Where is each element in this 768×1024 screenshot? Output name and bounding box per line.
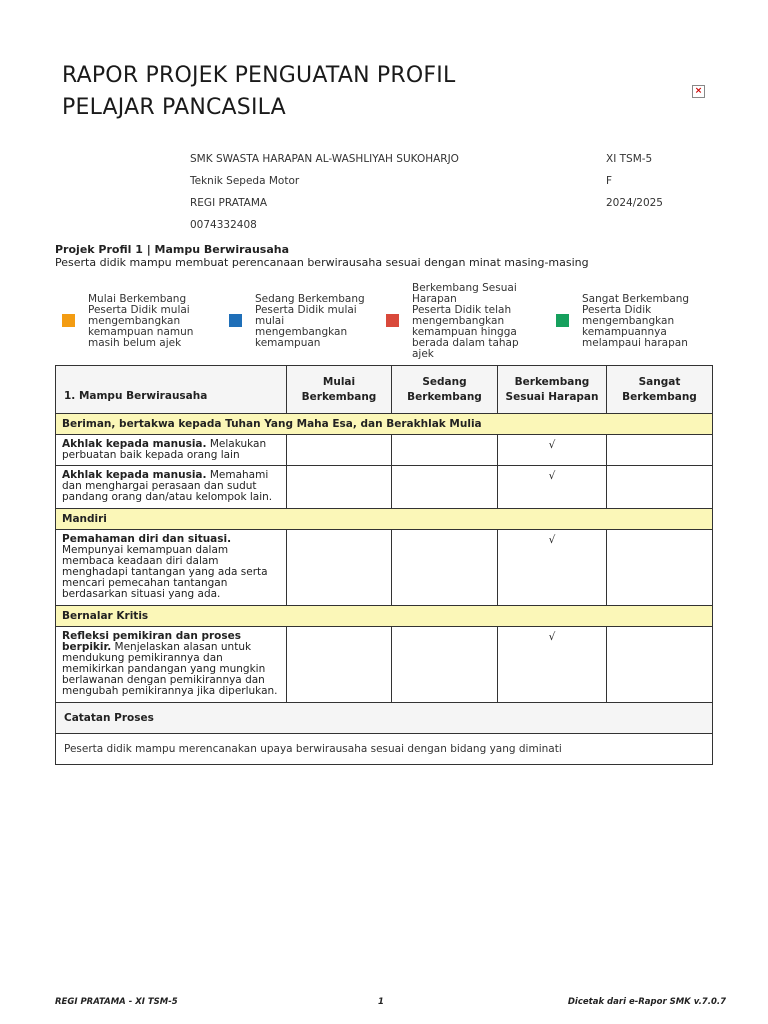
- broken-image-icon: ×: [692, 85, 705, 98]
- level-cell-3: [498, 466, 607, 509]
- assessment-table: [55, 365, 713, 765]
- level-cell-3: [498, 627, 607, 703]
- report-title-line1: RAPOR PROJEK PENGUATAN PROFIL: [62, 63, 456, 88]
- legend-swatch-sangat: [556, 314, 569, 327]
- dimension-name: Bernalar Kritis: [56, 606, 713, 627]
- legend-item-bsh: [412, 283, 530, 360]
- level-cell-4: [607, 530, 713, 606]
- element-row: [56, 435, 713, 466]
- legend-item-sedang: [255, 294, 373, 349]
- legend-swatch-sedang: [229, 314, 242, 327]
- legend-swatch-mulai: [62, 314, 75, 327]
- element-row: [56, 530, 713, 606]
- tahun-value: 2024/2025: [606, 197, 663, 209]
- element-row: [56, 466, 713, 509]
- header-sedang-berkembang: Sedang Berkembang: [392, 366, 498, 414]
- report-title: [62, 60, 582, 124]
- check-mark-icon: √: [548, 534, 556, 546]
- element-description: [56, 530, 287, 606]
- element-title: Akhlak kepada manusia.: [62, 469, 207, 481]
- level-cell-2: [392, 435, 498, 466]
- level-cell-1: [287, 627, 392, 703]
- level-cell-1: [287, 530, 392, 606]
- element-title: Pemahaman diri dan situasi.: [62, 533, 232, 545]
- fase-value: F: [606, 175, 613, 187]
- level-cell-1: [287, 466, 392, 509]
- dimension-row: [56, 509, 713, 530]
- project-description: Peserta didik mampu membuat perencanaan berwirausaha sesuai dengan minat masing-masing: [55, 256, 589, 269]
- project-title: Projek Profil 1 | Mampu Berwirausaha: [55, 243, 290, 256]
- table-header-row: [56, 366, 713, 414]
- element-title: Refleksi pemikiran dan proses berpikir.: [62, 630, 242, 653]
- footer-printed-by: Dicetak dari e-Rapor SMK v.7.0.7: [567, 997, 726, 1007]
- element-text: Memahami dan menghargai perasaan dan sudut pandang orang dan/atau kelompok lain.: [62, 469, 273, 503]
- notes-label: Catatan Proses: [56, 703, 713, 734]
- level-cell-1: [287, 435, 392, 466]
- nama-peserta-value: REGI PRATAMA: [190, 197, 268, 209]
- element-title: Akhlak kepada manusia.: [62, 438, 207, 450]
- element-description: [56, 627, 287, 703]
- legend-desc: Peserta Didik mengembangkan kemampuannya melampaui harapan: [582, 304, 688, 349]
- notes-body-row: [56, 734, 713, 765]
- table-body: [56, 414, 713, 703]
- legend-title: Sangat Berkembang: [582, 293, 690, 305]
- legend-desc: Peserta Didik mulai mulai mengembangkan kemampuan: [255, 304, 357, 349]
- kelas-value: XI TSM-5: [606, 153, 653, 165]
- check-mark-icon: √: [548, 439, 556, 451]
- dimension-row: [56, 414, 713, 435]
- nama-sekolah-value: SMK SWASTA HARAPAN AL-WASHLIYAH SUKOHARJO: [190, 153, 459, 165]
- notes-text: Peserta didik mampu merencanakan upaya berwirausaha sesuai dengan bidang yang diminati: [56, 734, 713, 765]
- notes-header-row: [56, 703, 713, 734]
- check-mark-icon: √: [548, 470, 556, 482]
- footer-page-number: 1: [378, 997, 384, 1007]
- level-cell-4: [607, 435, 713, 466]
- level-cell-4: [607, 627, 713, 703]
- dimension-name: Beriman, bertakwa kepada Tuhan Yang Maha Esa, dan Berakhlak Mulia: [56, 414, 713, 435]
- header-mampu-berwirausaha: 1. Mampu Berwirausaha: [56, 366, 287, 414]
- legend-title: Sedang Berkembang: [255, 293, 365, 305]
- dimension-name: Mandiri: [56, 509, 713, 530]
- header-mulai-berkembang: Mulai Berkembang: [287, 366, 392, 414]
- element-description: [56, 435, 287, 466]
- element-text: Melakukan perbuatan baik kepada orang lain: [62, 438, 267, 461]
- element-text: Mempunyai kemampuan dalam membaca keadaan diri dalam menghadapi tantangan yang ada serta mencari pemecahan tantangan berdasarkan situasi yang ada.: [62, 544, 268, 600]
- report-title-line2: PELAJAR PANCASILA: [62, 95, 286, 120]
- legend-desc: Peserta Didik mulai mengembangkan kemampuan namun masih belum ajek: [88, 304, 194, 349]
- level-cell-2: [392, 627, 498, 703]
- level-cell-3: [498, 435, 607, 466]
- program-value: Teknik Sepeda Motor: [190, 175, 300, 187]
- level-cell-4: [607, 466, 713, 509]
- level-cell-2: [392, 466, 498, 509]
- dimension-row: [56, 606, 713, 627]
- header-berkembang-sesuai-harapan: Berkembang Sesuai Harapan: [498, 366, 607, 414]
- element-text: Menjelaskan alasan untuk mendukung pemikirannya dan memikirkan pandangan yang mungkin berlawanan dengan pemikirannya dan mengubah pemikirannya jika diperlukan.: [62, 641, 278, 697]
- legend-desc: Peserta Didik telah mengembangkan kemampuan hingga berada dalam tahap ajek: [412, 304, 519, 360]
- element-description: [56, 466, 287, 509]
- legend-title: Mulai Berkembang: [88, 293, 187, 305]
- level-cell-3: [498, 530, 607, 606]
- check-mark-icon: √: [548, 631, 556, 643]
- level-cell-2: [392, 530, 498, 606]
- legend-title: Berkembang Sesuai Harapan: [412, 282, 517, 305]
- element-row: [56, 627, 713, 703]
- legend-item-sangat: [582, 294, 700, 349]
- legend-item-mulai: [88, 294, 208, 349]
- legend-swatch-bsh: [386, 314, 399, 327]
- nisn-value: 0074332408: [190, 219, 257, 231]
- header-sangat-berkembang: Sangat Berkembang: [607, 366, 713, 414]
- footer-student: REGI PRATAMA - XI TSM-5: [55, 997, 178, 1007]
